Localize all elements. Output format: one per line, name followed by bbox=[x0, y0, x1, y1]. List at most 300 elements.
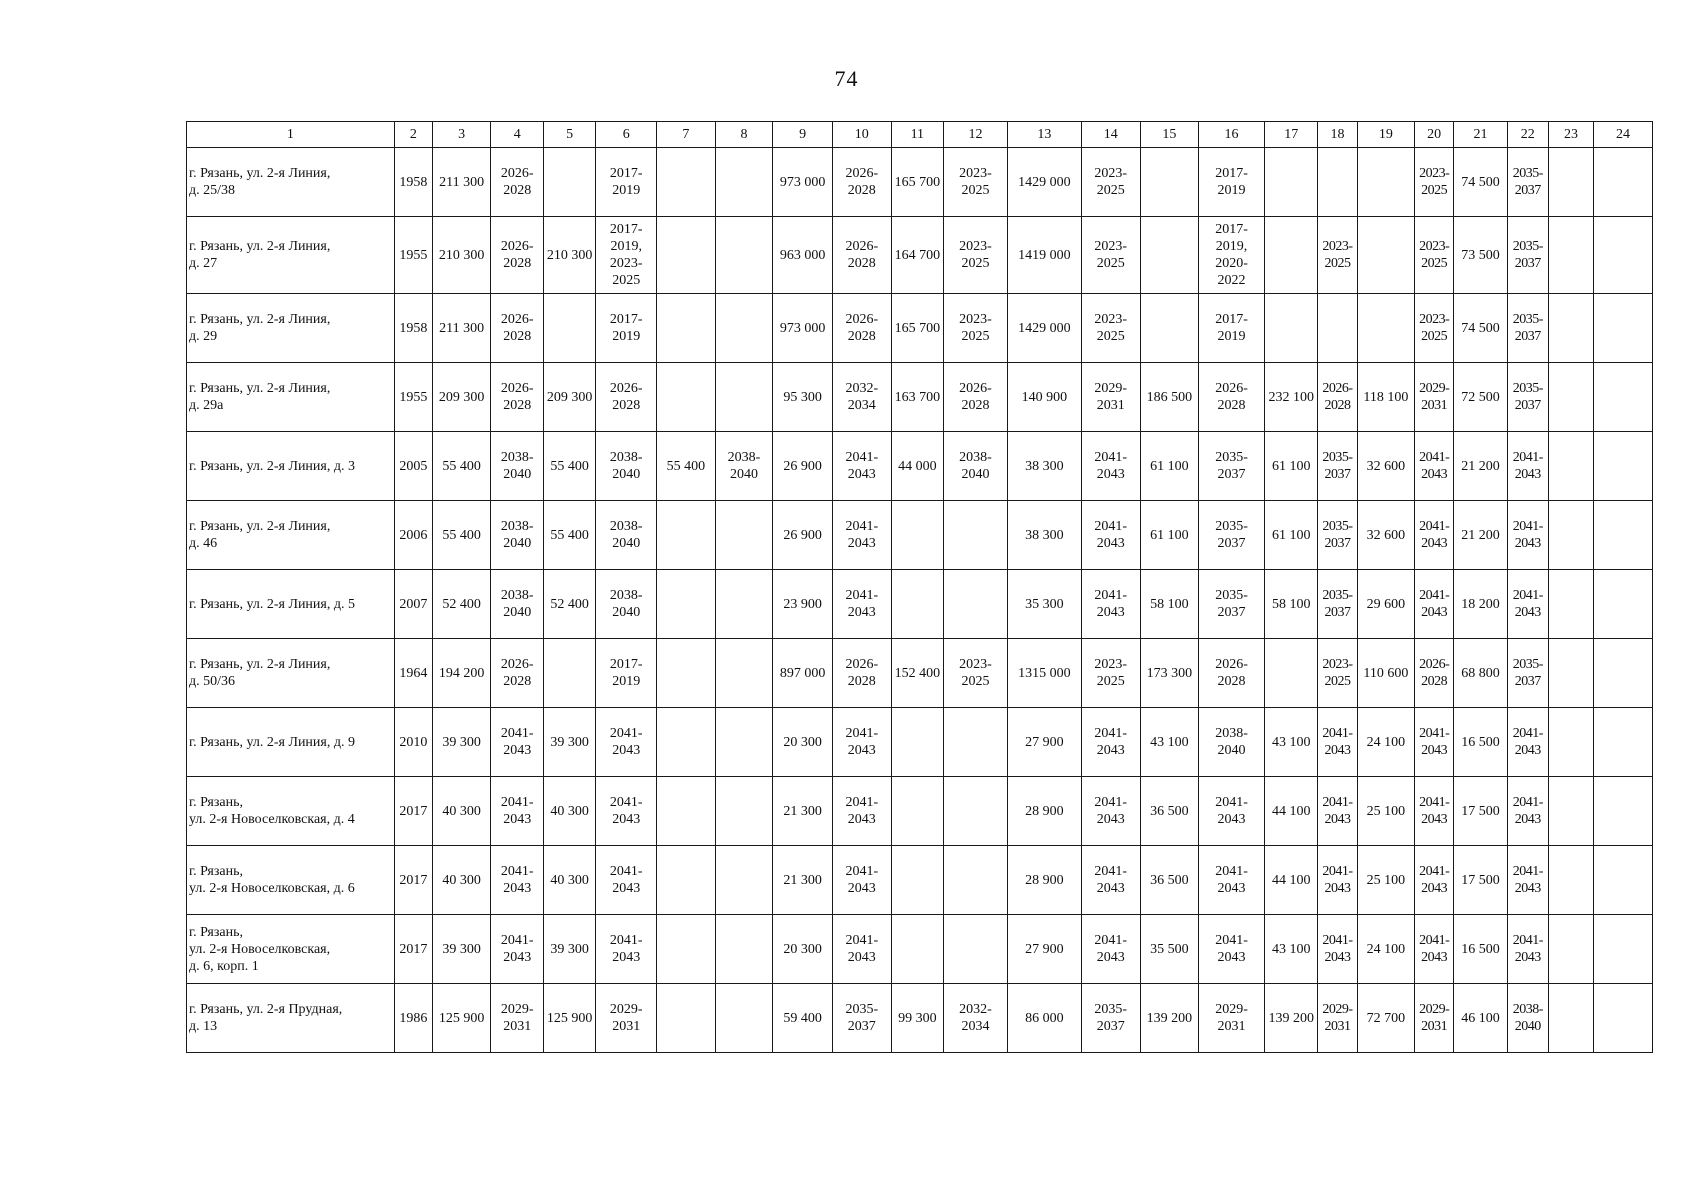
table-cell: 152 400 bbox=[891, 639, 943, 708]
table-cell bbox=[657, 984, 716, 1053]
table-cell: 2035- 2037 bbox=[1318, 432, 1357, 501]
table-cell: 27 900 bbox=[1007, 915, 1081, 984]
table-cell: 897 000 bbox=[773, 639, 833, 708]
table-cell: 2026- 2028 bbox=[944, 363, 1008, 432]
address-cell: г. Рязань, ул. 2-я Линия, д. 29а bbox=[187, 363, 395, 432]
table-cell: 2038- 2040 bbox=[1199, 708, 1265, 777]
table-cell: 2041- 2043 bbox=[1081, 708, 1140, 777]
column-number-24: 24 bbox=[1594, 122, 1653, 148]
table-cell: 2041- 2043 bbox=[1415, 777, 1454, 846]
table-cell: 17 500 bbox=[1454, 777, 1507, 846]
table-cell: 2035- 2037 bbox=[1507, 217, 1548, 294]
table-cell: 2026- 2028 bbox=[491, 363, 543, 432]
table-cell: 110 600 bbox=[1357, 639, 1415, 708]
table-cell: 2029- 2031 bbox=[1415, 363, 1454, 432]
table-cell: 2041- 2043 bbox=[1507, 777, 1548, 846]
table-cell: 2041- 2043 bbox=[1081, 846, 1140, 915]
address-cell: г. Рязань, ул. 2-я Линия, д. 5 bbox=[187, 570, 395, 639]
table-cell: 52 400 bbox=[432, 570, 491, 639]
table-cell: 55 400 bbox=[432, 501, 491, 570]
table-cell: 209 300 bbox=[432, 363, 491, 432]
table-cell bbox=[1548, 984, 1593, 1053]
table-cell: 73 500 bbox=[1454, 217, 1507, 294]
table-row bbox=[187, 639, 1653, 708]
table-cell bbox=[891, 846, 943, 915]
table-cell: 55 400 bbox=[657, 432, 716, 501]
table-cell: 86 000 bbox=[1007, 984, 1081, 1053]
table-cell: 43 100 bbox=[1264, 915, 1317, 984]
table-cell bbox=[1264, 148, 1317, 217]
table-cell: 36 500 bbox=[1140, 777, 1199, 846]
table-cell: 2041- 2043 bbox=[1081, 915, 1140, 984]
table-cell: 2035- 2037 bbox=[832, 984, 891, 1053]
table-cell: 74 500 bbox=[1454, 148, 1507, 217]
column-number-16: 16 bbox=[1199, 122, 1265, 148]
table-cell bbox=[715, 708, 773, 777]
table-cell: 173 300 bbox=[1140, 639, 1199, 708]
table-cell: 2026- 2028 bbox=[491, 148, 543, 217]
table-cell: 2017 bbox=[394, 915, 432, 984]
table-cell: 21 300 bbox=[773, 777, 833, 846]
table-cell: 24 100 bbox=[1357, 708, 1415, 777]
table-cell: 1958 bbox=[394, 294, 432, 363]
column-number-7: 7 bbox=[657, 122, 716, 148]
table-cell: 58 100 bbox=[1140, 570, 1199, 639]
table-row bbox=[187, 217, 1653, 294]
table-cell: 2041- 2043 bbox=[596, 708, 657, 777]
column-number-13: 13 bbox=[1007, 122, 1081, 148]
table-cell: 2035- 2037 bbox=[1507, 148, 1548, 217]
table-cell: 20 300 bbox=[773, 915, 833, 984]
capital-repair-table bbox=[186, 121, 1653, 1053]
table-cell: 2035- 2037 bbox=[1199, 501, 1265, 570]
table-cell bbox=[944, 708, 1008, 777]
column-number-9: 9 bbox=[773, 122, 833, 148]
table-cell bbox=[715, 363, 773, 432]
table-cell: 2041- 2043 bbox=[491, 846, 543, 915]
column-number-6: 6 bbox=[596, 122, 657, 148]
table-cell: 2041- 2043 bbox=[491, 708, 543, 777]
table-cell bbox=[543, 639, 595, 708]
table-cell bbox=[715, 501, 773, 570]
table-cell: 2038- 2040 bbox=[944, 432, 1008, 501]
table-cell: 1429 000 bbox=[1007, 148, 1081, 217]
table-cell bbox=[543, 294, 595, 363]
table-cell: 2029- 2031 bbox=[491, 984, 543, 1053]
table-cell bbox=[657, 501, 716, 570]
column-number-22: 22 bbox=[1507, 122, 1548, 148]
table-cell: 2035- 2037 bbox=[1199, 432, 1265, 501]
table-cell bbox=[657, 708, 716, 777]
table-cell: 2029- 2031 bbox=[1199, 984, 1265, 1053]
table-cell: 40 300 bbox=[432, 777, 491, 846]
column-number-17: 17 bbox=[1264, 122, 1317, 148]
table-cell: 32 600 bbox=[1357, 501, 1415, 570]
table-cell: 2041- 2043 bbox=[1507, 708, 1548, 777]
table-cell bbox=[715, 294, 773, 363]
table-cell bbox=[891, 915, 943, 984]
table-cell: 2023- 2025 bbox=[1415, 294, 1454, 363]
table-cell: 2041- 2043 bbox=[832, 501, 891, 570]
table-cell: 140 900 bbox=[1007, 363, 1081, 432]
column-number-14: 14 bbox=[1081, 122, 1140, 148]
table-cell: 2006 bbox=[394, 501, 432, 570]
table-cell bbox=[1548, 363, 1593, 432]
table-cell bbox=[1594, 570, 1653, 639]
table-cell: 2041- 2043 bbox=[596, 915, 657, 984]
table-cell: 210 300 bbox=[432, 217, 491, 294]
table-cell: 24 100 bbox=[1357, 915, 1415, 984]
table-cell: 2035- 2037 bbox=[1507, 639, 1548, 708]
table-cell: 2017 bbox=[394, 777, 432, 846]
column-number-15: 15 bbox=[1140, 122, 1199, 148]
table-cell bbox=[1140, 217, 1199, 294]
table-cell: 20 300 bbox=[773, 708, 833, 777]
table-cell: 2041- 2043 bbox=[1199, 777, 1265, 846]
table-cell: 2041- 2043 bbox=[1415, 915, 1454, 984]
table-cell bbox=[1140, 148, 1199, 217]
table-cell: 61 100 bbox=[1264, 432, 1317, 501]
table-cell bbox=[944, 501, 1008, 570]
table-cell: 2038- 2040 bbox=[715, 432, 773, 501]
table-cell: 186 500 bbox=[1140, 363, 1199, 432]
table-cell bbox=[715, 570, 773, 639]
table-cell: 2026- 2028 bbox=[832, 217, 891, 294]
table-cell: 27 900 bbox=[1007, 708, 1081, 777]
table-cell: 2041- 2043 bbox=[1199, 915, 1265, 984]
column-number-5: 5 bbox=[543, 122, 595, 148]
column-number-11: 11 bbox=[891, 122, 943, 148]
table-cell: 2017- 2019, 2020- 2022 bbox=[1199, 217, 1265, 294]
address-cell: г. Рязань, ул. 2-я Линия, д. 29 bbox=[187, 294, 395, 363]
table-cell: 2023- 2025 bbox=[944, 639, 1008, 708]
table-row bbox=[187, 432, 1653, 501]
table-cell bbox=[1548, 570, 1593, 639]
table-cell: 2032- 2034 bbox=[832, 363, 891, 432]
table-cell: 2035- 2037 bbox=[1318, 570, 1357, 639]
table-cell bbox=[1594, 363, 1653, 432]
table-cell: 2026- 2028 bbox=[491, 294, 543, 363]
table-cell: 1419 000 bbox=[1007, 217, 1081, 294]
table-cell: 28 900 bbox=[1007, 846, 1081, 915]
table-cell: 17 500 bbox=[1454, 846, 1507, 915]
table-row bbox=[187, 148, 1653, 217]
address-cell: г. Рязань, ул. 2-я Новоселковская, д. 4 bbox=[187, 777, 395, 846]
table-cell: 1964 bbox=[394, 639, 432, 708]
table-row bbox=[187, 363, 1653, 432]
table-cell: 2041- 2043 bbox=[832, 708, 891, 777]
table-cell: 2041- 2043 bbox=[1507, 846, 1548, 915]
table-cell bbox=[1264, 217, 1317, 294]
table-cell: 2026- 2028 bbox=[832, 148, 891, 217]
table-cell: 2026- 2028 bbox=[1199, 363, 1265, 432]
table-cell: 2023- 2025 bbox=[1415, 217, 1454, 294]
table-cell bbox=[1594, 294, 1653, 363]
table-cell: 165 700 bbox=[891, 294, 943, 363]
table-cell bbox=[1594, 708, 1653, 777]
table-cell: 59 400 bbox=[773, 984, 833, 1053]
table-cell: 39 300 bbox=[432, 915, 491, 984]
table-cell: 2041- 2043 bbox=[1081, 570, 1140, 639]
table-cell: 2035- 2037 bbox=[1507, 294, 1548, 363]
table-cell: 2041- 2043 bbox=[832, 432, 891, 501]
table-cell: 25 100 bbox=[1357, 846, 1415, 915]
table-cell bbox=[944, 915, 1008, 984]
table-cell: 125 900 bbox=[432, 984, 491, 1053]
table-cell: 2041- 2043 bbox=[1415, 570, 1454, 639]
table-cell bbox=[715, 777, 773, 846]
table-cell: 2032- 2034 bbox=[944, 984, 1008, 1053]
table-cell: 35 300 bbox=[1007, 570, 1081, 639]
table-cell bbox=[1548, 501, 1593, 570]
table-cell: 39 300 bbox=[543, 708, 595, 777]
table-cell: 35 500 bbox=[1140, 915, 1199, 984]
table-cell: 61 100 bbox=[1140, 432, 1199, 501]
table-cell: 2023- 2025 bbox=[1081, 294, 1140, 363]
table-cell: 39 300 bbox=[432, 708, 491, 777]
table-cell: 2035- 2037 bbox=[1199, 570, 1265, 639]
table-cell: 125 900 bbox=[543, 984, 595, 1053]
table-cell: 38 300 bbox=[1007, 501, 1081, 570]
table-cell bbox=[891, 570, 943, 639]
table-cell: 2005 bbox=[394, 432, 432, 501]
table-cell bbox=[1594, 148, 1653, 217]
table-cell: 36 500 bbox=[1140, 846, 1199, 915]
table-cell: 46 100 bbox=[1454, 984, 1507, 1053]
table-cell: 2041- 2043 bbox=[1199, 846, 1265, 915]
table-cell: 2023- 2025 bbox=[944, 148, 1008, 217]
table-cell bbox=[657, 363, 716, 432]
table-cell: 2041- 2043 bbox=[1507, 570, 1548, 639]
table-cell: 232 100 bbox=[1264, 363, 1317, 432]
table-cell: 61 100 bbox=[1140, 501, 1199, 570]
table-cell bbox=[715, 984, 773, 1053]
table-cell: 139 200 bbox=[1140, 984, 1199, 1053]
table-cell: 2041- 2043 bbox=[1318, 708, 1357, 777]
table-cell: 2035- 2037 bbox=[1318, 501, 1357, 570]
table-cell bbox=[891, 708, 943, 777]
table-cell bbox=[891, 501, 943, 570]
table-cell bbox=[944, 846, 1008, 915]
table-cell: 58 100 bbox=[1264, 570, 1317, 639]
table-cell: 95 300 bbox=[773, 363, 833, 432]
table-cell: 2041- 2043 bbox=[832, 570, 891, 639]
table-cell bbox=[1548, 217, 1593, 294]
table-cell: 25 100 bbox=[1357, 777, 1415, 846]
table-cell: 211 300 bbox=[432, 294, 491, 363]
table-cell: 2041- 2043 bbox=[1318, 846, 1357, 915]
table-cell: 44 100 bbox=[1264, 777, 1317, 846]
table-cell: 2038- 2040 bbox=[491, 501, 543, 570]
table-cell bbox=[1594, 915, 1653, 984]
table-cell: 74 500 bbox=[1454, 294, 1507, 363]
address-cell: г. Рязань, ул. 2-я Линия, д. 25/38 bbox=[187, 148, 395, 217]
table-cell: 2017- 2019 bbox=[596, 148, 657, 217]
table-cell: 29 600 bbox=[1357, 570, 1415, 639]
table-cell bbox=[1548, 846, 1593, 915]
table-cell: 2026- 2028 bbox=[1318, 363, 1357, 432]
table-cell: 2041- 2043 bbox=[1507, 915, 1548, 984]
table-cell: 2041- 2043 bbox=[1081, 777, 1140, 846]
table-cell: 2041- 2043 bbox=[1415, 432, 1454, 501]
table-cell: 2041- 2043 bbox=[1507, 432, 1548, 501]
column-number-2: 2 bbox=[394, 122, 432, 148]
column-number-19: 19 bbox=[1357, 122, 1415, 148]
table-cell bbox=[1264, 639, 1317, 708]
table-cell bbox=[715, 846, 773, 915]
table-cell: 72 700 bbox=[1357, 984, 1415, 1053]
table-cell bbox=[657, 148, 716, 217]
table-cell: 2026- 2028 bbox=[491, 639, 543, 708]
table-cell: 44 000 bbox=[891, 432, 943, 501]
column-number-4: 4 bbox=[491, 122, 543, 148]
table-cell: 2023- 2025 bbox=[944, 217, 1008, 294]
table-row bbox=[187, 984, 1653, 1053]
table-cell bbox=[1548, 148, 1593, 217]
table-cell: 16 500 bbox=[1454, 915, 1507, 984]
address-cell: г. Рязань, ул. 2-я Линия, д. 50/36 bbox=[187, 639, 395, 708]
table-cell: 2029- 2031 bbox=[596, 984, 657, 1053]
table-cell: 1315 000 bbox=[1007, 639, 1081, 708]
table-cell bbox=[543, 148, 595, 217]
table-cell: 2026- 2028 bbox=[491, 217, 543, 294]
table-cell: 194 200 bbox=[432, 639, 491, 708]
table-cell bbox=[1594, 217, 1653, 294]
table-cell: 2023- 2025 bbox=[1081, 217, 1140, 294]
table-row bbox=[187, 915, 1653, 984]
table-cell: 55 400 bbox=[432, 432, 491, 501]
table-cell bbox=[1548, 777, 1593, 846]
table-cell bbox=[1357, 294, 1415, 363]
table-cell: 2041- 2043 bbox=[1081, 501, 1140, 570]
table-cell: 55 400 bbox=[543, 501, 595, 570]
table-row bbox=[187, 570, 1653, 639]
column-number-1: 1 bbox=[187, 122, 395, 148]
table-row bbox=[187, 777, 1653, 846]
table-cell: 2038- 2040 bbox=[491, 432, 543, 501]
table-cell bbox=[1140, 294, 1199, 363]
table-cell bbox=[715, 148, 773, 217]
table-cell: 2041- 2043 bbox=[1081, 432, 1140, 501]
column-number-23: 23 bbox=[1548, 122, 1593, 148]
table-cell: 2026- 2028 bbox=[832, 294, 891, 363]
column-number-21: 21 bbox=[1454, 122, 1507, 148]
table-cell: 2041- 2043 bbox=[1318, 777, 1357, 846]
table-cell: 209 300 bbox=[543, 363, 595, 432]
table-cell: 40 300 bbox=[543, 777, 595, 846]
table-cell: 2023- 2025 bbox=[1318, 217, 1357, 294]
table-cell: 2029- 2031 bbox=[1415, 984, 1454, 1053]
table-cell: 38 300 bbox=[1007, 432, 1081, 501]
address-cell: г. Рязань, ул. 2-я Прудная, д. 13 bbox=[187, 984, 395, 1053]
table-cell bbox=[657, 846, 716, 915]
address-cell: г. Рязань, ул. 2-я Линия, д. 27 bbox=[187, 217, 395, 294]
table-cell: 18 200 bbox=[1454, 570, 1507, 639]
header-row bbox=[187, 122, 1653, 148]
table-cell: 2041- 2043 bbox=[832, 777, 891, 846]
table-cell: 164 700 bbox=[891, 217, 943, 294]
table-cell: 2017- 2019 bbox=[596, 639, 657, 708]
table-cell: 1986 bbox=[394, 984, 432, 1053]
table-cell: 139 200 bbox=[1264, 984, 1317, 1053]
table-cell: 2041- 2043 bbox=[832, 846, 891, 915]
page-number: 74 bbox=[834, 66, 859, 91]
table-cell: 118 100 bbox=[1357, 363, 1415, 432]
table-cell bbox=[891, 777, 943, 846]
table-cell: 2017 bbox=[394, 846, 432, 915]
table-cell: 2023- 2025 bbox=[944, 294, 1008, 363]
table-cell bbox=[657, 777, 716, 846]
table-cell bbox=[1594, 777, 1653, 846]
table-cell: 1955 bbox=[394, 217, 432, 294]
table-cell: 68 800 bbox=[1454, 639, 1507, 708]
table-cell bbox=[657, 217, 716, 294]
table-cell: 2023- 2025 bbox=[1081, 148, 1140, 217]
table-cell: 2041- 2043 bbox=[596, 846, 657, 915]
table-cell: 21 300 bbox=[773, 846, 833, 915]
table-cell: 2041- 2043 bbox=[596, 777, 657, 846]
table-cell: 44 100 bbox=[1264, 846, 1317, 915]
table-cell bbox=[715, 915, 773, 984]
address-cell: г. Рязань, ул. 2-я Линия, д. 9 bbox=[187, 708, 395, 777]
table-cell: 40 300 bbox=[543, 846, 595, 915]
table-cell: 963 000 bbox=[773, 217, 833, 294]
address-cell: г. Рязань, ул. 2-я Линия, д. 3 bbox=[187, 432, 395, 501]
table-cell: 43 100 bbox=[1140, 708, 1199, 777]
table-cell: 2026- 2028 bbox=[832, 639, 891, 708]
table-cell bbox=[1594, 432, 1653, 501]
table-cell bbox=[657, 915, 716, 984]
table-cell: 163 700 bbox=[891, 363, 943, 432]
table-cell: 2035- 2037 bbox=[1081, 984, 1140, 1053]
table-cell: 2023- 2025 bbox=[1318, 639, 1357, 708]
table-cell bbox=[1548, 708, 1593, 777]
table-cell: 28 900 bbox=[1007, 777, 1081, 846]
table-cell: 210 300 bbox=[543, 217, 595, 294]
table-cell: 2023- 2025 bbox=[1415, 148, 1454, 217]
table-cell: 1955 bbox=[394, 363, 432, 432]
table-cell bbox=[1264, 294, 1317, 363]
table-cell bbox=[1594, 984, 1653, 1053]
column-number-12: 12 bbox=[944, 122, 1008, 148]
table-cell: 2038- 2040 bbox=[491, 570, 543, 639]
table-cell: 2010 bbox=[394, 708, 432, 777]
table-cell: 61 100 bbox=[1264, 501, 1317, 570]
table-cell bbox=[944, 777, 1008, 846]
table-cell: 2007 bbox=[394, 570, 432, 639]
table-cell: 2041- 2043 bbox=[491, 915, 543, 984]
table-cell: 2038- 2040 bbox=[596, 570, 657, 639]
table-cell bbox=[1357, 148, 1415, 217]
table-cell bbox=[657, 570, 716, 639]
table-cell bbox=[1318, 148, 1357, 217]
table-cell: 2029- 2031 bbox=[1081, 363, 1140, 432]
address-cell: г. Рязань, ул. 2-я Линия, д. 46 bbox=[187, 501, 395, 570]
column-number-10: 10 bbox=[832, 122, 891, 148]
address-cell: г. Рязань, ул. 2-я Новоселковская, д. 6 bbox=[187, 846, 395, 915]
table-cell: 2041- 2043 bbox=[1318, 915, 1357, 984]
table-cell: 2023- 2025 bbox=[1081, 639, 1140, 708]
table-cell: 2035- 2037 bbox=[1507, 363, 1548, 432]
table-cell: 2041- 2043 bbox=[1507, 501, 1548, 570]
table-cell: 26 900 bbox=[773, 501, 833, 570]
table-cell: 165 700 bbox=[891, 148, 943, 217]
table-cell: 2026- 2028 bbox=[1415, 639, 1454, 708]
column-number-8: 8 bbox=[715, 122, 773, 148]
table-row bbox=[187, 501, 1653, 570]
table-row bbox=[187, 846, 1653, 915]
table-cell bbox=[1548, 432, 1593, 501]
